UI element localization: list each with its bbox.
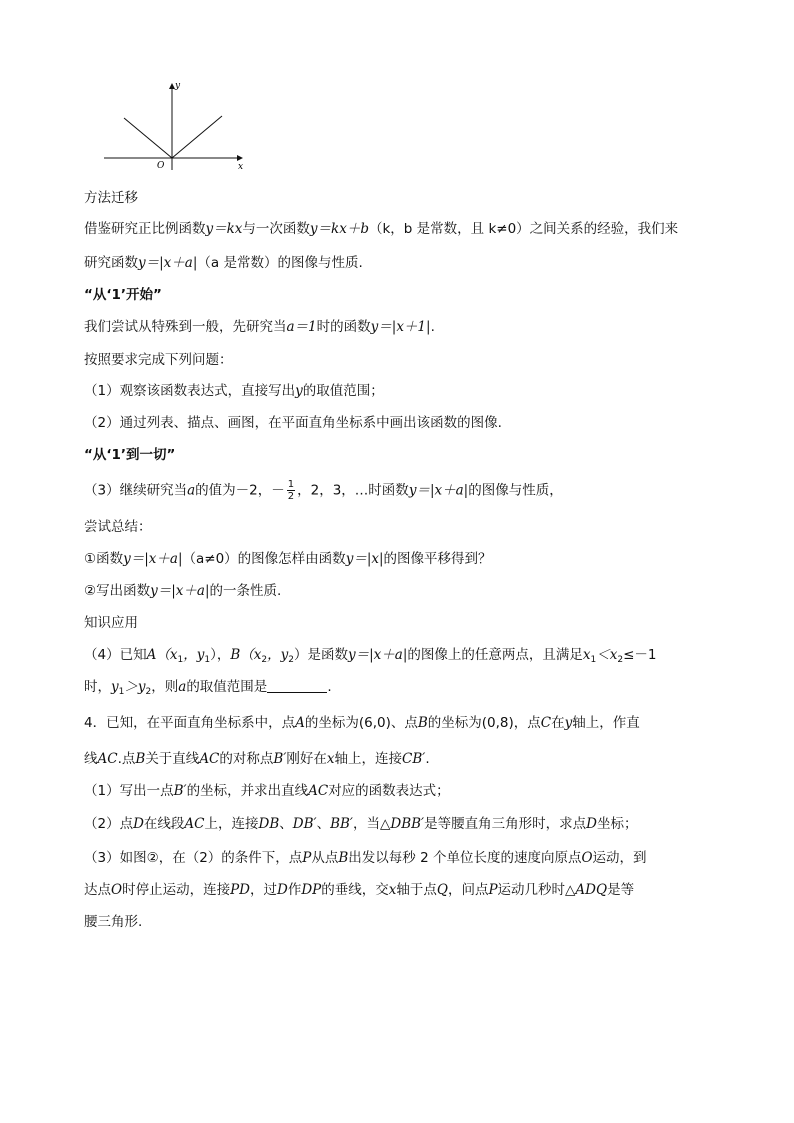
knowledge-heading: 知识应用 xyxy=(84,615,138,631)
intro-line-1: 借鉴研究正比例函数y＝kx与一次函数y＝kx＋b（k，b 是常数，且 k≠0）之间关系的经验，我们来 xyxy=(84,221,679,237)
problem-4-question-3-line-2: 达点O时停止运动，连接PD，过D作DP的垂线，交x轴于点Q，问点P运动几秒时△ADQ是等 xyxy=(84,882,635,898)
question-1: （1）观察该函数表达式，直接写出y的取值范围； xyxy=(84,383,384,399)
intro-line-2: 研究函数y＝|x＋a|（a 是常数）的图像与性质. xyxy=(84,255,363,271)
graph-left-branch xyxy=(124,118,172,158)
origin-label: O xyxy=(157,161,165,171)
summary-heading: 尝试总结： xyxy=(84,519,152,535)
summary-item-2: ②写出函数y＝|x＋a|的一条性质. xyxy=(84,583,282,599)
problem-4-question-3-line-1: （3）如图②，在（2）的条件下，点P从点B出发以每秒 2 个单位长度的速度向原点O运动，到 xyxy=(84,850,647,866)
fraction-one-half: $\frac{1}{2}$ xyxy=(287,479,295,502)
heading-from-one: “从‘1’开始” xyxy=(84,287,162,303)
question-4-line-1: （4）已知$A(x_1$，$y_1$），$B(x_2$，$y_2$）是函数y＝|x＋a|的图像上的任意两点，且满足$x_1<x_2\le-1$ xyxy=(84,647,657,665)
problem-4-question-2: （2）点D在线段AC上，连接DB、DB′、BB′，当△DBB′是等腰直角三角形时，求点D坐标； xyxy=(84,816,638,832)
answer-blank[interactable] xyxy=(267,678,327,693)
section-method-title: 方法迁移 xyxy=(84,190,138,206)
question-4-line-2: 时，$y_1>y_2$，则a的取值范围是 . xyxy=(84,679,332,697)
problem-4-line-2: 线AC.点B关于直线AC的对称点B′刚好在x轴上，连接CB′. xyxy=(84,751,430,767)
problem-4-line-1: 4．已知，在平面直角坐标系中，点A的坐标为(6,0)、点B的坐标为(0,8)，点C在y轴上，作直 xyxy=(84,715,640,731)
special-case-line: 我们尝试从特殊到一般，先研究当a＝1时的函数y＝|x＋1|. xyxy=(84,319,435,335)
x-axis-label: x xyxy=(238,162,244,172)
absolute-value-graph xyxy=(100,78,250,174)
summary-item-1: ①函数y＝|x＋a|（a≠0）的图像怎样由函数y＝|x|的图像平移得到？ xyxy=(84,551,492,567)
question-2: （2）通过列表、描点、画图，在平面直角坐标系中画出该函数的图像. xyxy=(84,415,502,431)
problem-4-question-3-line-3: 腰三角形. xyxy=(84,914,143,930)
problem-4-question-1: （1）写出一点B′的坐标，并求出直线AC对应的函数表达式； xyxy=(84,783,450,799)
instruction-line: 按照要求完成下列问题： xyxy=(84,352,233,368)
y-axis-label: y xyxy=(175,81,181,91)
heading-to-all: “从‘1’到一切” xyxy=(84,447,176,463)
question-3: （3）继续研究当a的值为－2，－ $\frac{1}{2}$ ，2，3，…时函数y＝|x＋a|的图像与性质， xyxy=(84,479,563,502)
graph-right-branch xyxy=(172,116,222,158)
